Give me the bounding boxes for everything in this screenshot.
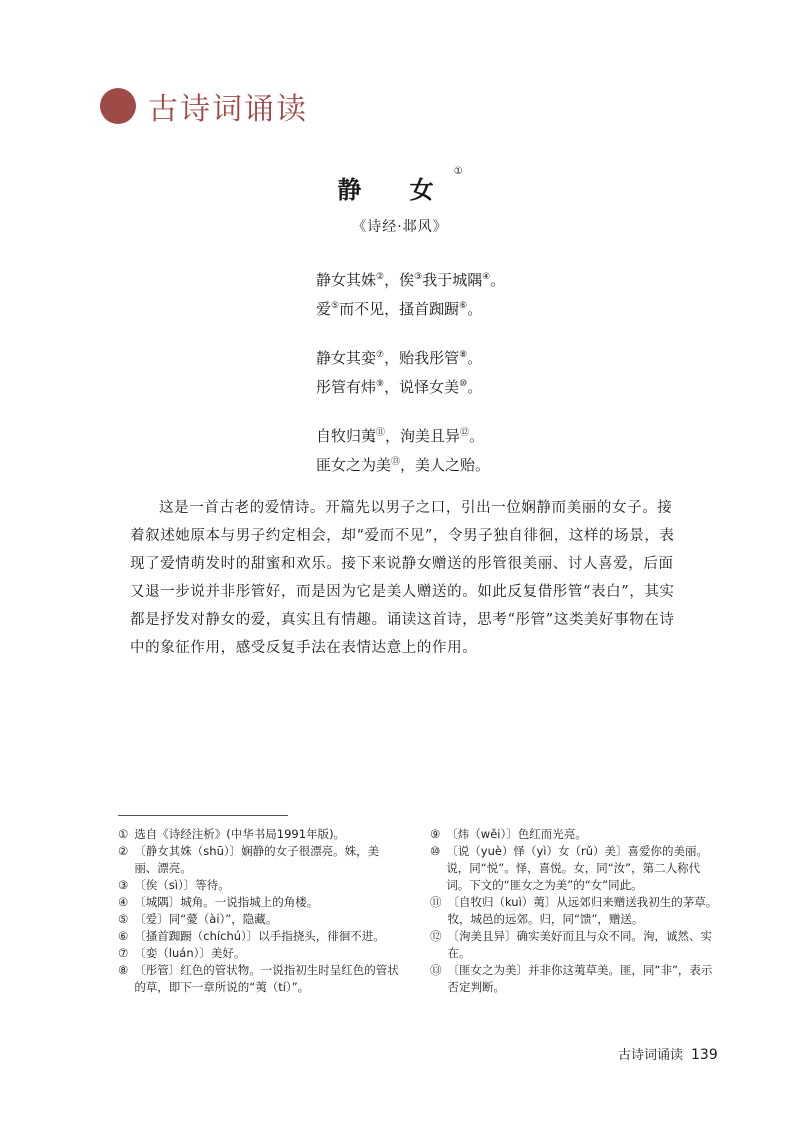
poem-line — [316, 293, 505, 322]
footer-label: 古诗词诵读 — [618, 1048, 684, 1063]
poem-text: 自牧归荑 — [316, 427, 377, 445]
page-number: 139 — [691, 1047, 718, 1063]
footnote-mark: ④ — [482, 272, 491, 282]
footnote-mark: ⑬ — [391, 457, 401, 467]
poem-title-note-mark: ① — [453, 166, 463, 177]
footnote-text: 〔搔首踟蹰（chíchú）〕以手指挠头，徘徊不进。 — [134, 929, 385, 943]
poem-text: ，美人之贻。 — [400, 456, 491, 474]
footnote-number: ⑨ — [430, 827, 441, 841]
footnote-text: 〔彤管〕红色的管状物。一说指初生时呈红色的管状的草，即下一章所说的“荑（tí）”。 — [134, 963, 399, 994]
poem-text: 彤管有炜 — [316, 378, 377, 396]
footnote — [430, 826, 720, 843]
poem-text: 而不见，搔首踟蹰 — [339, 300, 460, 318]
footnote — [118, 877, 400, 894]
footnote — [118, 945, 400, 962]
poem-line — [316, 342, 505, 371]
footnote-text: 〔说（yuè）怿（yì）女（rǔ）美〕喜爱你的美丽。说，同“悦”。怿，喜悦。女，同“汝”，第二人称代词。下文的“匪女之为美”的“女”同此。 — [446, 844, 708, 892]
footnote — [118, 894, 400, 911]
footnote-number: ④ — [118, 895, 129, 909]
poem-text: 。 — [469, 427, 485, 445]
poem-text: ，贻我彤管 — [384, 349, 460, 367]
footnote-mark: ⑩ — [459, 379, 468, 389]
poem-text: 我于城隅 — [422, 271, 483, 289]
footnote-number: ③ — [118, 878, 129, 892]
footnote-text: 选自《诗经注析》(中华书局1991年版)。 — [134, 827, 346, 841]
poem-stanza — [316, 342, 505, 400]
footnote-mark: ⑪ — [376, 428, 386, 438]
footnote-text: 〔洵美且异〕确实美好而且与众不同。洵，诚然、实在。 — [447, 929, 712, 960]
footnote-text: 〔匪女之为美〕并非你这荑草美。匪，同“非”，表示否定判断。 — [447, 963, 713, 994]
footnote — [118, 826, 400, 843]
footnote-number: ⑬ — [430, 963, 442, 977]
footnote-mark: ⑧ — [459, 350, 468, 360]
poem-text: ，说怿女美 — [384, 378, 460, 396]
footnotes-right — [430, 826, 720, 996]
footnotes-left — [118, 826, 400, 996]
poem-text: ，俟 — [384, 271, 415, 289]
section-title: 古诗词诵读 — [148, 92, 308, 127]
footnote-text: 〔城隅〕城角。一说指城上的角楼。 — [134, 895, 319, 909]
footnote-number: ⑫ — [430, 929, 442, 943]
poem-stanza — [316, 264, 505, 322]
poem-text: ，洵美且异 — [385, 427, 461, 445]
poem-line — [316, 264, 505, 293]
section-dot-icon — [100, 88, 136, 124]
footnote-number: ⑩ — [430, 844, 441, 858]
poem-text: 。 — [467, 300, 483, 318]
footnote-mark: ⑫ — [460, 428, 470, 438]
footnote-number: ⑧ — [118, 963, 129, 977]
poem-line — [316, 420, 505, 449]
footnote-mark: ⑨ — [376, 379, 385, 389]
footnote-text: 〔炜（wěi）〕色红而光亮。 — [446, 827, 587, 841]
poem-text: 。 — [467, 349, 483, 367]
footnote-mark: ③ — [414, 272, 423, 282]
footnote-text: 〔爱〕同“薆（ài）”，隐藏。 — [134, 912, 278, 926]
footnote — [430, 894, 720, 928]
section-header — [100, 84, 308, 128]
footnote — [430, 843, 720, 894]
poem-source: 《诗经·邶风》 — [352, 219, 448, 235]
poem-text: 。 — [467, 378, 483, 396]
footnote-text: 〔娈（luán）〕美好。 — [134, 946, 246, 960]
footnote-number: ⑪ — [430, 895, 442, 909]
footnote-number: ⑦ — [118, 946, 129, 960]
footnote-mark: ⑥ — [459, 301, 468, 311]
footnote-text: 〔静女其姝（shū）〕娴静的女子很漂亮。姝，美丽、漂亮。 — [134, 844, 380, 875]
poem-title-text: 静 女 — [337, 175, 454, 204]
footnote — [430, 962, 720, 996]
body-text: 这是一首古老的爱情诗。开篇先以男子之口，引出一位娴静而美丽的女子。接着叙述她原本与男子约定相会，却“爱而不见”，令男子独自徘徊，这样的场景，表现了爱情萌发时的甜蜜和欢乐。接下来说静女赠送的彤管很美丽、讨人喜爱，后面又退一步说并非彤管好，而是因为它是美人赠送的。如此反复借彤管“表白”，其实都是抒发对静女的爱，真实且有情趣。诵读这首诗，思考“彤管”这类美好事物在诗中的象征作用，感受反复手法在表情达意上的作用。 — [130, 500, 675, 656]
footnote-number: ② — [118, 844, 129, 858]
footnote — [430, 928, 720, 962]
footnote — [118, 843, 400, 877]
footnote-mark: ② — [376, 272, 385, 282]
footnote-mark: ⑦ — [376, 350, 385, 360]
footnote — [118, 962, 400, 996]
poem-text: 爱 — [316, 300, 332, 318]
page-footer — [618, 1044, 718, 1063]
footnote — [118, 911, 400, 928]
poem-text: 。 — [490, 271, 506, 289]
poem-text: 静女其娈 — [316, 349, 377, 367]
poem-line — [316, 371, 505, 400]
footnote-mark: ⑤ — [331, 301, 340, 311]
footnote — [118, 928, 400, 945]
poem-body — [316, 264, 505, 498]
footnote-number: ⑤ — [118, 912, 129, 926]
poem-text: 匪女之为美 — [316, 456, 392, 474]
poem-stanza — [316, 420, 505, 478]
footnote-text: 〔俟（sì）〕等待。 — [134, 878, 230, 892]
poem-title — [0, 166, 800, 205]
footnote-number: ⑥ — [118, 929, 129, 943]
footnote-number: ① — [118, 827, 129, 841]
poem-text: 静女其姝 — [316, 271, 377, 289]
footnote-divider — [118, 815, 288, 816]
poem-line — [316, 449, 505, 478]
footnote-text: 〔自牧归（kuì）荑〕从远郊归来赠送我初生的茅草。牧，城邑的远郊。归，同“馈”，赠送。 — [447, 895, 718, 926]
